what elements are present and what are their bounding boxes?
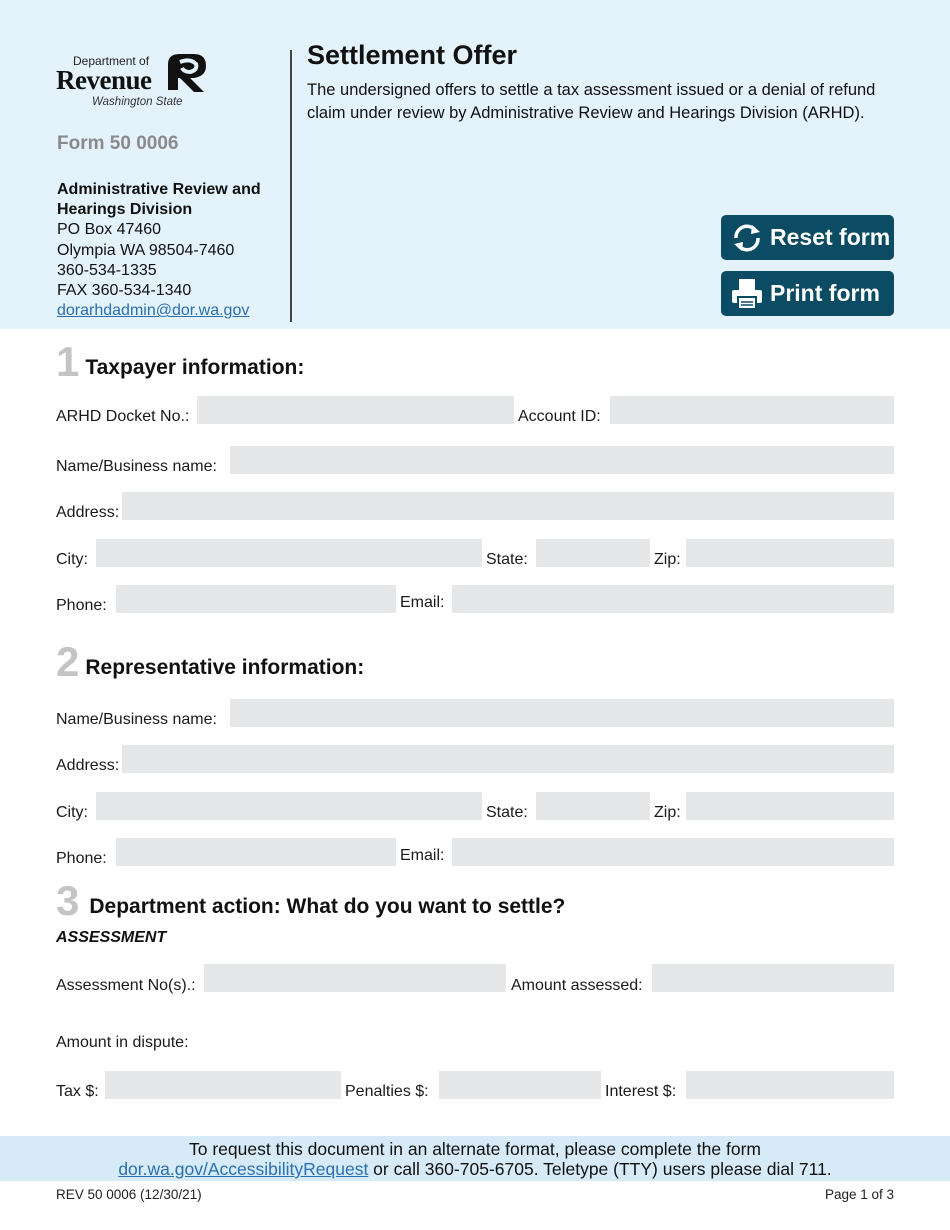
rep-state-label: State: (486, 804, 528, 821)
taxpayer-state-label: State: (486, 551, 528, 568)
section-1-heading (56, 338, 305, 385)
refresh-icon (728, 219, 766, 257)
dor-swirl-icon (160, 50, 210, 96)
printer-icon (728, 275, 766, 313)
print-form-label: Print form (770, 280, 880, 306)
taxpayer-email-field[interactable] (452, 585, 894, 613)
interest-amount-field[interactable] (686, 1071, 894, 1099)
intro-text: The undersigned offers to settle a tax assessment issued or a denial of refund claim under review by Administrative Review and Hearings Division (ARHD). (307, 81, 876, 122)
taxpayer-email-label: Email: (400, 594, 445, 611)
taxpayer-name-field[interactable] (230, 446, 894, 474)
section-number: 2 (56, 638, 80, 685)
taxpayer-docket-field[interactable] (197, 396, 514, 424)
tax-amount-field[interactable] (105, 1071, 341, 1099)
taxpayer-city-field[interactable] (96, 539, 482, 567)
amount-assessed-field[interactable] (652, 964, 894, 992)
section-number: 1 (56, 338, 80, 385)
tax-label: Tax $: (56, 1083, 99, 1100)
section-3-heading (56, 877, 566, 924)
taxpayer-name-label: Name/Business name: (56, 458, 217, 475)
penalties-label: Penalties $: (345, 1083, 429, 1100)
rep-state-field[interactable] (536, 792, 650, 820)
taxpayer-phone-label: Phone: (56, 597, 107, 614)
division-name: Administrative Review and Hearings Division (57, 181, 261, 219)
rep-address-field[interactable] (122, 745, 894, 773)
section-title: Representative information: (85, 656, 365, 679)
reset-form-label: Reset form (770, 224, 891, 250)
assessment-no-field[interactable] (204, 964, 506, 992)
logo-state: Washington State (92, 96, 183, 108)
accessibility-request-link[interactable]: dor.wa.gov/AccessibilityRequest (118, 1159, 369, 1179)
print-form-button[interactable] (721, 271, 894, 316)
accessibility-line-2 (0, 1159, 950, 1179)
taxpayer-zip-label: Zip: (654, 551, 681, 568)
division-address-block (57, 180, 282, 321)
rep-city-field[interactable] (96, 792, 482, 820)
rep-email-label: Email: (400, 847, 445, 864)
address-line: Olympia WA 98504-7460 (57, 241, 235, 259)
accessibility-line-2-text: or call 360-705-6705. Teletype (TTY) users please dial 711. (368, 1159, 832, 1179)
rep-phone-field[interactable] (116, 838, 396, 866)
division-email-link[interactable]: dorarhdadmin@dor.wa.gov (57, 302, 250, 320)
address-line: PO Box 47460 (57, 221, 162, 239)
taxpayer-phone-field[interactable] (116, 585, 396, 613)
rep-email-field[interactable] (452, 838, 894, 866)
page-number: Page 1 of 3 (824, 1187, 894, 1202)
taxpayer-zip-field[interactable] (686, 539, 894, 567)
taxpayer-state-field[interactable] (536, 539, 650, 567)
section-title: Taxpayer information: (85, 356, 305, 379)
interest-label: Interest $: (605, 1083, 677, 1100)
header-divider (290, 50, 292, 322)
form-number: Form 50 0006 (57, 133, 179, 154)
page-title: Settlement Offer (307, 40, 518, 70)
docket-label: ARHD Docket No.: (56, 408, 190, 425)
section-number: 3 (56, 877, 80, 924)
rep-zip-label: Zip: (654, 804, 681, 821)
rep-name-label: Name/Business name: (56, 711, 217, 728)
assessment-no-label: Assessment No(s).: (56, 977, 196, 994)
accessibility-notice (0, 1136, 950, 1181)
account-id-label: Account ID: (518, 408, 601, 425)
reset-form-button[interactable] (721, 215, 894, 260)
rep-address-label: Address: (56, 757, 120, 774)
assessment-subheading: ASSESSMENT (56, 929, 167, 946)
amount-assessed-label: Amount assessed: (511, 977, 643, 994)
dor-logo (56, 50, 211, 112)
amount-dispute-label: Amount in dispute: (56, 1034, 189, 1051)
taxpayer-account-id-field[interactable] (610, 396, 894, 424)
penalties-amount-field[interactable] (439, 1071, 601, 1099)
logo-revenue: Revenue (56, 65, 152, 95)
logo-dept-line: Department of (73, 54, 150, 68)
rep-name-field[interactable] (230, 699, 894, 727)
revision-code: REV 50 0006 (12/30/21) (56, 1187, 202, 1202)
taxpayer-address-field[interactable] (122, 492, 894, 520)
rep-zip-field[interactable] (686, 792, 894, 820)
taxpayer-address-label: Address: (56, 504, 120, 521)
section-2-heading (56, 638, 365, 685)
fax-line: FAX 360-534-1340 (57, 282, 192, 300)
section-title: Department action: What do you want to settle? (89, 895, 566, 918)
accessibility-line-1: To request this document in an alternate format, please complete the form (189, 1139, 761, 1159)
rep-phone-label: Phone: (56, 850, 107, 867)
taxpayer-city-label: City: (56, 551, 88, 568)
rep-city-label: City: (56, 804, 88, 821)
phone-line: 360-534-1335 (57, 261, 157, 279)
